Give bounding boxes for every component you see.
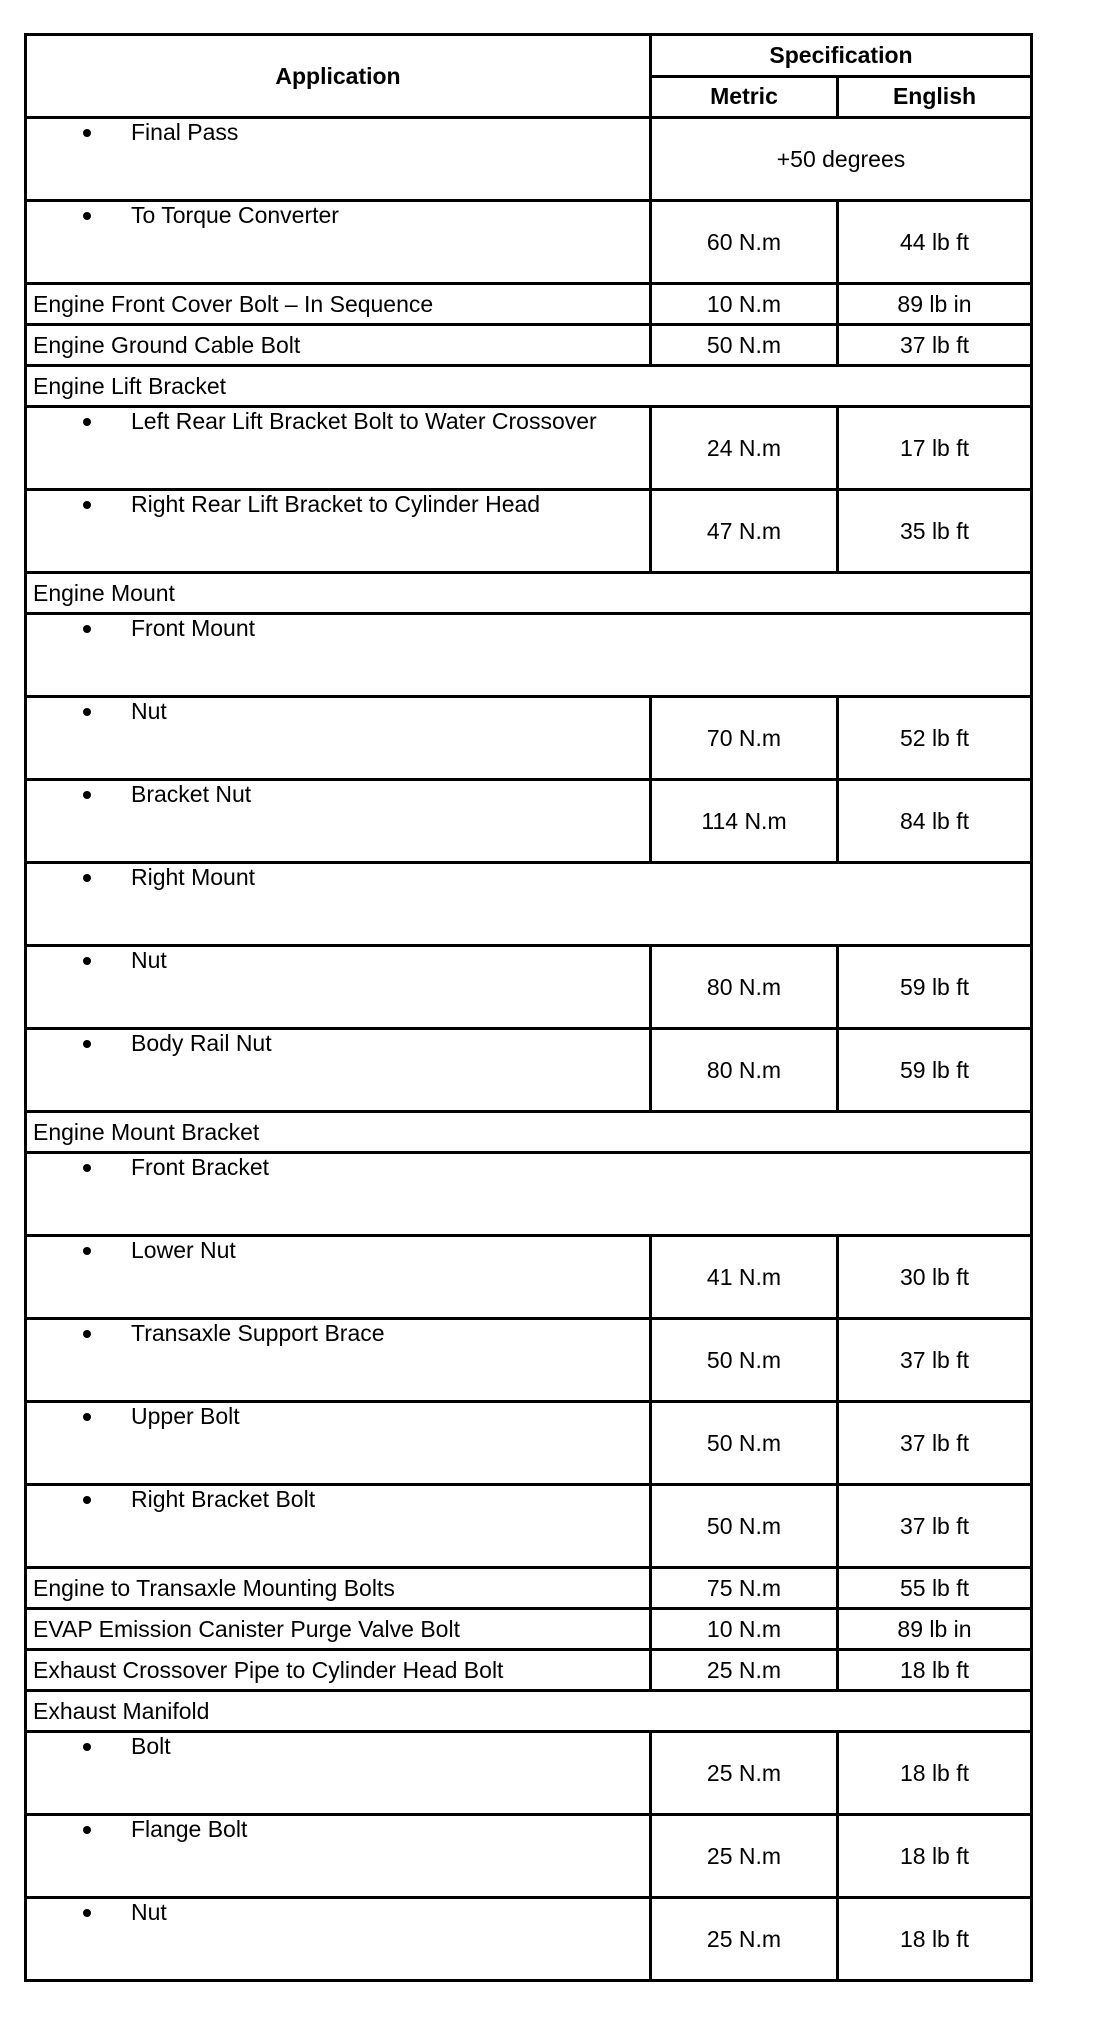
row-label: Right Rear Lift Bracket to Cylinder Head xyxy=(131,491,541,517)
bullet-item xyxy=(27,1899,649,1926)
row-label: Body Rail Nut xyxy=(131,1030,272,1056)
combined-spec-cell: +50 degrees xyxy=(651,118,1032,201)
table-row xyxy=(26,1485,1032,1568)
bullet-item xyxy=(27,1154,1030,1181)
table-row xyxy=(26,325,1032,366)
subsection-row xyxy=(26,863,1032,946)
section-label: Exhaust Manifold xyxy=(26,1691,1032,1732)
section-label: Engine Mount xyxy=(26,573,1032,614)
english-value: 37 lb ft xyxy=(838,325,1032,366)
row-label: EVAP Emission Canister Purge Valve Bolt xyxy=(26,1609,651,1650)
english-value: 30 lb ft xyxy=(838,1236,1032,1319)
metric-value: 10 N.m xyxy=(651,1609,838,1650)
bullet-icon xyxy=(83,1413,91,1421)
application-cell xyxy=(26,863,1032,946)
table-row xyxy=(26,780,1032,863)
metric-column-header: Metric xyxy=(651,76,838,118)
metric-value: 50 N.m xyxy=(651,1319,838,1402)
bullet-icon xyxy=(83,874,91,882)
row-label: Engine Front Cover Bolt – In Sequence xyxy=(26,284,651,325)
metric-value: 25 N.m xyxy=(651,1650,838,1691)
english-value: 18 lb ft xyxy=(838,1650,1032,1691)
bullet-item xyxy=(27,408,649,435)
bullet-item xyxy=(27,202,649,229)
bullet-item xyxy=(27,1320,649,1347)
table-row xyxy=(26,1898,1032,1981)
row-label: Nut xyxy=(131,698,167,724)
application-cell xyxy=(26,1319,651,1402)
bullet-icon xyxy=(83,708,91,716)
application-column-header: Application xyxy=(26,35,651,118)
table-row xyxy=(26,1609,1032,1650)
application-cell xyxy=(26,1402,651,1485)
english-value: 18 lb ft xyxy=(838,1732,1032,1815)
row-label: Bracket Nut xyxy=(131,781,252,807)
table-row xyxy=(26,407,1032,490)
row-label: Nut xyxy=(131,1899,167,1925)
subsection-row xyxy=(26,1153,1032,1236)
bullet-item xyxy=(27,119,649,146)
metric-value: 80 N.m xyxy=(651,1029,838,1112)
metric-value: 24 N.m xyxy=(651,407,838,490)
metric-value: 75 N.m xyxy=(651,1568,838,1609)
bullet-item xyxy=(27,781,649,808)
bullet-icon xyxy=(83,1330,91,1338)
row-label: Transaxle Support Brace xyxy=(131,1320,385,1346)
row-label: Engine to Transaxle Mounting Bolts xyxy=(26,1568,651,1609)
bullet-icon xyxy=(83,129,91,137)
subsection-row xyxy=(26,614,1032,697)
table-row xyxy=(26,1568,1032,1609)
english-value: 59 lb ft xyxy=(838,1029,1032,1112)
metric-value: 25 N.m xyxy=(651,1898,838,1981)
bullet-item xyxy=(27,615,1030,642)
row-label: Nut xyxy=(131,947,167,973)
metric-value: 80 N.m xyxy=(651,946,838,1029)
table-row xyxy=(26,1319,1032,1402)
english-column-header: English xyxy=(838,76,1032,118)
bullet-item xyxy=(27,1733,649,1760)
metric-value: 50 N.m xyxy=(651,1402,838,1485)
bullet-item xyxy=(27,1030,649,1057)
subsection-label: Front Bracket xyxy=(131,1154,270,1180)
table-row xyxy=(26,1402,1032,1485)
english-value: 52 lb ft xyxy=(838,697,1032,780)
english-value: 37 lb ft xyxy=(838,1319,1032,1402)
section-label: Engine Mount Bracket xyxy=(26,1112,1032,1153)
table-row xyxy=(26,1650,1032,1691)
metric-value: 41 N.m xyxy=(651,1236,838,1319)
english-value: 44 lb ft xyxy=(838,201,1032,284)
table-row xyxy=(26,118,1032,201)
bullet-item xyxy=(27,947,649,974)
english-value: 59 lb ft xyxy=(838,946,1032,1029)
metric-value: 114 N.m xyxy=(651,780,838,863)
bullet-icon xyxy=(83,1040,91,1048)
table-row xyxy=(26,1236,1032,1319)
english-value: 89 lb in xyxy=(838,1609,1032,1650)
application-cell xyxy=(26,780,651,863)
application-cell xyxy=(26,614,1032,697)
table-row xyxy=(26,201,1032,284)
bullet-icon xyxy=(83,791,91,799)
row-label: To Torque Converter xyxy=(131,202,339,228)
bullet-icon xyxy=(83,1164,91,1172)
application-cell xyxy=(26,946,651,1029)
row-label: Upper Bolt xyxy=(131,1403,240,1429)
metric-value: 10 N.m xyxy=(651,284,838,325)
metric-value: 25 N.m xyxy=(651,1732,838,1815)
bullet-icon xyxy=(83,1496,91,1504)
section-row xyxy=(26,1691,1032,1732)
subsection-label: Front Mount xyxy=(131,615,255,641)
row-label: Exhaust Crossover Pipe to Cylinder Head Bolt xyxy=(26,1650,651,1691)
metric-value: 60 N.m xyxy=(651,201,838,284)
english-value: 89 lb in xyxy=(838,284,1032,325)
application-cell xyxy=(26,1029,651,1112)
specification-column-header: Specification xyxy=(651,35,1032,77)
table-row xyxy=(26,697,1032,780)
section-row xyxy=(26,573,1032,614)
table-row xyxy=(26,284,1032,325)
row-label: Bolt xyxy=(131,1733,171,1759)
application-cell xyxy=(26,201,651,284)
metric-value: 47 N.m xyxy=(651,490,838,573)
english-value: 17 lb ft xyxy=(838,407,1032,490)
bullet-item xyxy=(27,1403,649,1430)
application-cell xyxy=(26,407,651,490)
bullet-item xyxy=(27,491,649,518)
english-value: 84 lb ft xyxy=(838,780,1032,863)
table-row xyxy=(26,946,1032,1029)
bullet-icon xyxy=(83,212,91,220)
bullet-icon xyxy=(83,501,91,509)
row-label: Left Rear Lift Bracket Bolt to Water Crossover xyxy=(131,408,597,434)
table-row xyxy=(26,490,1032,573)
metric-value: 70 N.m xyxy=(651,697,838,780)
application-cell xyxy=(26,1898,651,1981)
table-header xyxy=(26,35,1032,118)
bullet-icon xyxy=(83,1909,91,1917)
bullet-item xyxy=(27,1486,649,1513)
application-cell xyxy=(26,1236,651,1319)
english-value: 18 lb ft xyxy=(838,1815,1032,1898)
bullet-item xyxy=(27,698,649,725)
application-cell xyxy=(26,1815,651,1898)
application-cell xyxy=(26,118,651,201)
table-row xyxy=(26,1029,1032,1112)
bullet-icon xyxy=(83,418,91,426)
bullet-icon xyxy=(83,1247,91,1255)
english-value: 35 lb ft xyxy=(838,490,1032,573)
bullet-icon xyxy=(83,625,91,633)
bullet-icon xyxy=(83,1743,91,1751)
row-label: Final Pass xyxy=(131,119,239,145)
application-cell xyxy=(26,1153,1032,1236)
application-cell xyxy=(26,1732,651,1815)
section-row xyxy=(26,366,1032,407)
bullet-item xyxy=(27,864,1030,891)
bullet-icon xyxy=(83,957,91,965)
subsection-label: Right Mount xyxy=(131,864,256,890)
section-label: Engine Lift Bracket xyxy=(26,366,1032,407)
metric-value: 50 N.m xyxy=(651,325,838,366)
bullet-icon xyxy=(83,1826,91,1834)
row-label: Engine Ground Cable Bolt xyxy=(26,325,651,366)
english-value: 37 lb ft xyxy=(838,1485,1032,1568)
metric-value: 25 N.m xyxy=(651,1815,838,1898)
application-cell xyxy=(26,697,651,780)
english-value: 18 lb ft xyxy=(838,1898,1032,1981)
application-cell xyxy=(26,490,651,573)
row-label: Flange Bolt xyxy=(131,1816,248,1842)
bullet-item xyxy=(27,1237,649,1264)
row-label: Lower Nut xyxy=(131,1237,236,1263)
application-cell xyxy=(26,1485,651,1568)
table-row xyxy=(26,1732,1032,1815)
metric-value: 50 N.m xyxy=(651,1485,838,1568)
row-label: Right Bracket Bolt xyxy=(131,1486,316,1512)
bullet-item xyxy=(27,1816,649,1843)
table-row xyxy=(26,1815,1032,1898)
english-value: 37 lb ft xyxy=(838,1402,1032,1485)
english-value: 55 lb ft xyxy=(838,1568,1032,1609)
torque-spec-table xyxy=(24,33,1033,1982)
section-row xyxy=(26,1112,1032,1153)
